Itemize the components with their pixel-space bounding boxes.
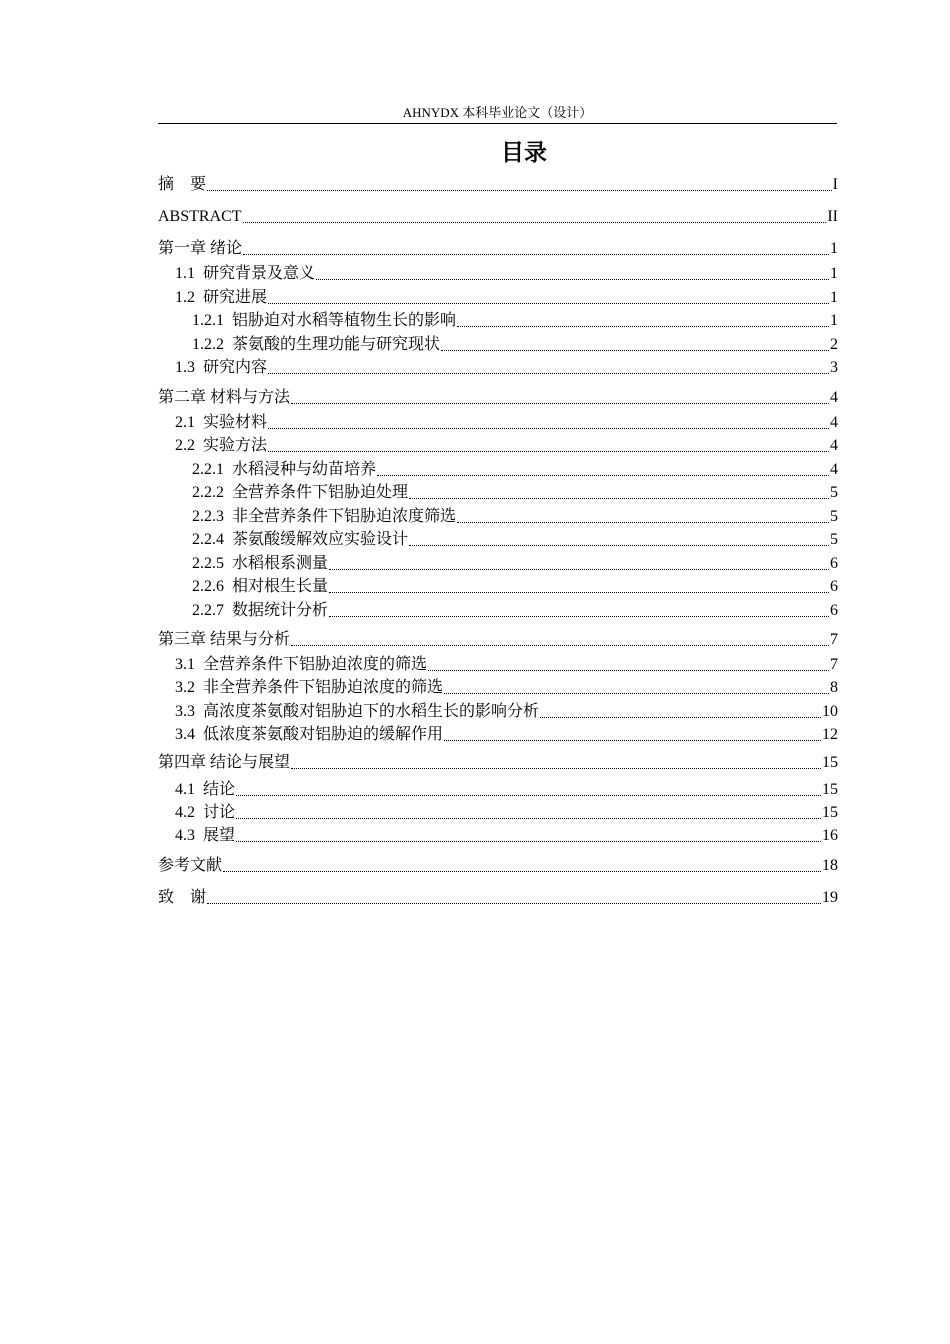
- toc-page: 5: [830, 508, 838, 525]
- toc-entry-2-2-7[interactable]: [192, 599, 838, 621]
- toc-label: [175, 803, 235, 823]
- toc-entry-abstract-cn[interactable]: [158, 173, 838, 195]
- toc-page: 6: [830, 602, 838, 619]
- toc-leader: [377, 473, 829, 476]
- toc-number: 2.2.1: [192, 461, 224, 478]
- toc-label: [175, 264, 315, 284]
- toc-label: [192, 483, 408, 503]
- toc-entry-1-2-2[interactable]: [192, 333, 838, 355]
- toc-leader: [243, 220, 827, 223]
- toc-number: 3.2: [175, 679, 195, 696]
- toc-number: 4.3: [175, 827, 195, 844]
- toc-entry-3-1[interactable]: [175, 653, 838, 675]
- toc-leader: [268, 301, 829, 304]
- toc-page: 5: [830, 484, 838, 501]
- toc-page: 1: [830, 312, 838, 329]
- toc-number: 2.2.5: [192, 555, 224, 572]
- toc-page: 12: [822, 726, 838, 743]
- toc-label: 第一章 绪论: [158, 240, 243, 257]
- toc-label: [192, 311, 456, 331]
- toc-entry-2-2-3[interactable]: [192, 505, 838, 527]
- toc-leader: [291, 401, 829, 404]
- toc-page: 15: [822, 781, 838, 798]
- toc-page: 18: [822, 857, 838, 874]
- toc-page: 7: [830, 631, 838, 648]
- toc-entry-4-3[interactable]: [175, 824, 838, 846]
- toc-number: 3.4: [175, 726, 195, 743]
- toc-label: [175, 725, 443, 745]
- toc-page: 16: [822, 827, 838, 844]
- toc-entry-chapter-4[interactable]: [158, 751, 838, 773]
- toc-number: 1.2.1: [192, 312, 224, 329]
- toc-leader: [291, 766, 821, 769]
- toc-page: 19: [822, 889, 838, 906]
- toc-label: [192, 460, 376, 480]
- toc-leader: [207, 901, 821, 904]
- toc-title-text: 非全营养条件下铝胁迫浓度的筛选: [203, 679, 444, 696]
- toc-title-text: 研究内容: [203, 359, 268, 376]
- toc-number: 4.2: [175, 804, 195, 821]
- toc-entry-1-2-1[interactable]: [192, 309, 838, 331]
- toc-title-text: 茶氨酸的生理功能与研究现状: [232, 336, 441, 353]
- toc-leader: [457, 520, 829, 523]
- toc-entry-1-2[interactable]: [175, 286, 838, 308]
- toc-label: [175, 780, 235, 800]
- toc-title-text: 水稻浸种与幼苗培养: [232, 461, 377, 478]
- toc-label: 第四章 结论与展望: [158, 754, 291, 771]
- toc-page: 7: [830, 656, 838, 673]
- toc-number: 2.2.3: [192, 508, 224, 525]
- toc-page: I: [832, 176, 838, 193]
- toc-number: 1.1: [175, 265, 195, 282]
- toc-title-text: 实验材料: [203, 414, 268, 431]
- toc-leader: [428, 668, 829, 671]
- toc-entry-chapter-3[interactable]: [158, 628, 838, 650]
- toc-title-text: 铝胁迫对水稻等植物生长的影响: [232, 312, 457, 329]
- toc-page: 6: [830, 578, 838, 595]
- toc-title-text: 全营养条件下铝胁迫浓度的筛选: [203, 656, 428, 673]
- toc-entry-4-2[interactable]: [175, 801, 838, 823]
- toc-label: [175, 678, 443, 698]
- toc-title-text: 展望: [203, 827, 236, 844]
- toc-page: 5: [830, 531, 838, 548]
- toc-label: [192, 577, 328, 597]
- toc-entry-references[interactable]: [158, 854, 838, 876]
- toc-leader: [268, 426, 829, 429]
- toc-label: 摘 要: [158, 176, 207, 193]
- toc-title-text: 结论: [203, 781, 236, 798]
- toc-page: II: [827, 208, 838, 225]
- toc-entry-2-2[interactable]: [175, 434, 838, 456]
- toc-page: 4: [830, 414, 838, 431]
- toc-label: [192, 601, 328, 621]
- toc-entry-2-2-2[interactable]: [192, 481, 838, 503]
- toc-number: 1.2.2: [192, 336, 224, 353]
- toc-page: 3: [830, 359, 838, 376]
- toc-leader: [329, 614, 829, 617]
- toc-leader: [207, 188, 832, 191]
- toc-leader: [329, 567, 829, 570]
- toc-title-text: 全营养条件下铝胁迫处理: [232, 484, 409, 501]
- toc-number: 2.2.2: [192, 484, 224, 501]
- toc-number: 2.2.7: [192, 602, 224, 619]
- toc-number: 1.2: [175, 289, 195, 306]
- toc-label: ABSTRACT: [158, 208, 242, 225]
- toc-leader: [223, 869, 821, 872]
- toc-leader: [236, 793, 821, 796]
- toc-entry-3-4[interactable]: [175, 723, 838, 745]
- toc-page: 10: [822, 703, 838, 720]
- toc-leader: [409, 496, 829, 499]
- toc-entry-2-2-6[interactable]: [192, 575, 838, 597]
- toc-leader: [444, 691, 829, 694]
- toc-entry-chapter-2[interactable]: [158, 386, 838, 408]
- header-text: AHNYDX 本科毕业论文（设计）: [402, 105, 593, 120]
- toc-number: 2.2.6: [192, 578, 224, 595]
- toc-leader: [457, 324, 829, 327]
- toc-entry-2-2-4[interactable]: [192, 528, 838, 550]
- toc-page: 4: [830, 437, 838, 454]
- toc-label: [192, 335, 440, 355]
- toc-entry-2-2-5[interactable]: [192, 552, 838, 574]
- toc-label: [175, 702, 539, 722]
- toc-title-text: 讨论: [203, 804, 236, 821]
- toc-page: 15: [822, 754, 838, 771]
- toc-label: 第三章 结果与分析: [158, 631, 291, 648]
- toc-title-text: 高浓度茶氨酸对铝胁迫下的水稻生长的影响分析: [203, 703, 540, 720]
- toc-page: 8: [830, 679, 838, 696]
- toc-label: 参考文献: [158, 857, 223, 874]
- toc-entry-3-3[interactable]: [175, 700, 838, 722]
- toc-page: 2: [830, 336, 838, 353]
- toc-number: 2.2.4: [192, 531, 224, 548]
- toc-leader: [291, 643, 829, 646]
- toc-number: 4.1: [175, 781, 195, 798]
- toc-title-text: 研究背景及意义: [203, 265, 316, 282]
- toc-title-text: 水稻根系测量: [232, 555, 329, 572]
- toc-entry-1-1[interactable]: [175, 262, 838, 284]
- toc-number: 1.3: [175, 359, 195, 376]
- toc-label: [192, 530, 408, 550]
- toc-label: [175, 358, 267, 378]
- toc-label: [175, 436, 267, 456]
- toc-leader: [268, 371, 829, 374]
- toc-leader: [329, 590, 829, 593]
- toc-title-text: 相对根生长量: [232, 578, 329, 595]
- toc-page: 6: [830, 555, 838, 572]
- toc-label: [175, 413, 267, 433]
- toc-number: 2.1: [175, 414, 195, 431]
- toc-entry-3-2[interactable]: [175, 676, 838, 698]
- toc-entry-1-3[interactable]: [175, 356, 838, 378]
- toc-entry-2-1[interactable]: [175, 411, 838, 433]
- toc-entry-acknowledgements[interactable]: [158, 886, 838, 908]
- toc-leader: [316, 277, 829, 280]
- toc-label: [175, 655, 427, 675]
- toc-leader: [236, 816, 821, 819]
- toc-leader: [409, 543, 829, 546]
- table-of-contents: [158, 0, 838, 1344]
- toc-number: 3.3: [175, 703, 195, 720]
- toc-label: [175, 826, 235, 846]
- toc-leader: [243, 252, 829, 255]
- toc-leader: [540, 715, 821, 718]
- toc-number: 2.2: [175, 437, 195, 454]
- toc-entry-abstract-en[interactable]: [158, 205, 838, 227]
- toc-leader: [444, 738, 821, 741]
- toc-page: 15: [822, 804, 838, 821]
- toc-label: [192, 507, 456, 527]
- toc-label: [175, 288, 267, 308]
- toc-entry-chapter-1[interactable]: [158, 237, 838, 259]
- toc-title-text: 非全营养条件下铝胁迫浓度筛选: [232, 508, 457, 525]
- toc-leader: [268, 449, 829, 452]
- toc-number: 3.1: [175, 656, 195, 673]
- toc-label: 第二章 材料与方法: [158, 389, 291, 406]
- toc-page: 4: [830, 389, 838, 406]
- toc-title-text: 研究进展: [203, 289, 268, 306]
- toc-label: 致 谢: [158, 889, 207, 906]
- toc-page: 1: [830, 289, 838, 306]
- toc-title-text: 茶氨酸缓解效应实验设计: [232, 531, 409, 548]
- toc-title-text: 数据统计分析: [232, 602, 329, 619]
- toc-entry-4-1[interactable]: [175, 778, 838, 800]
- toc-page: 1: [830, 265, 838, 282]
- toc-leader: [236, 839, 821, 842]
- toc-leader: [441, 348, 829, 351]
- toc-title-text: 实验方法: [203, 437, 268, 454]
- toc-label: [192, 554, 328, 574]
- toc-title: 目录: [501, 140, 547, 166]
- toc-page: 4: [830, 461, 838, 478]
- toc-entry-2-2-1[interactable]: [192, 458, 838, 480]
- toc-title-text: 低浓度茶氨酸对铝胁迫的缓解作用: [203, 726, 444, 743]
- toc-page: 1: [830, 240, 838, 257]
